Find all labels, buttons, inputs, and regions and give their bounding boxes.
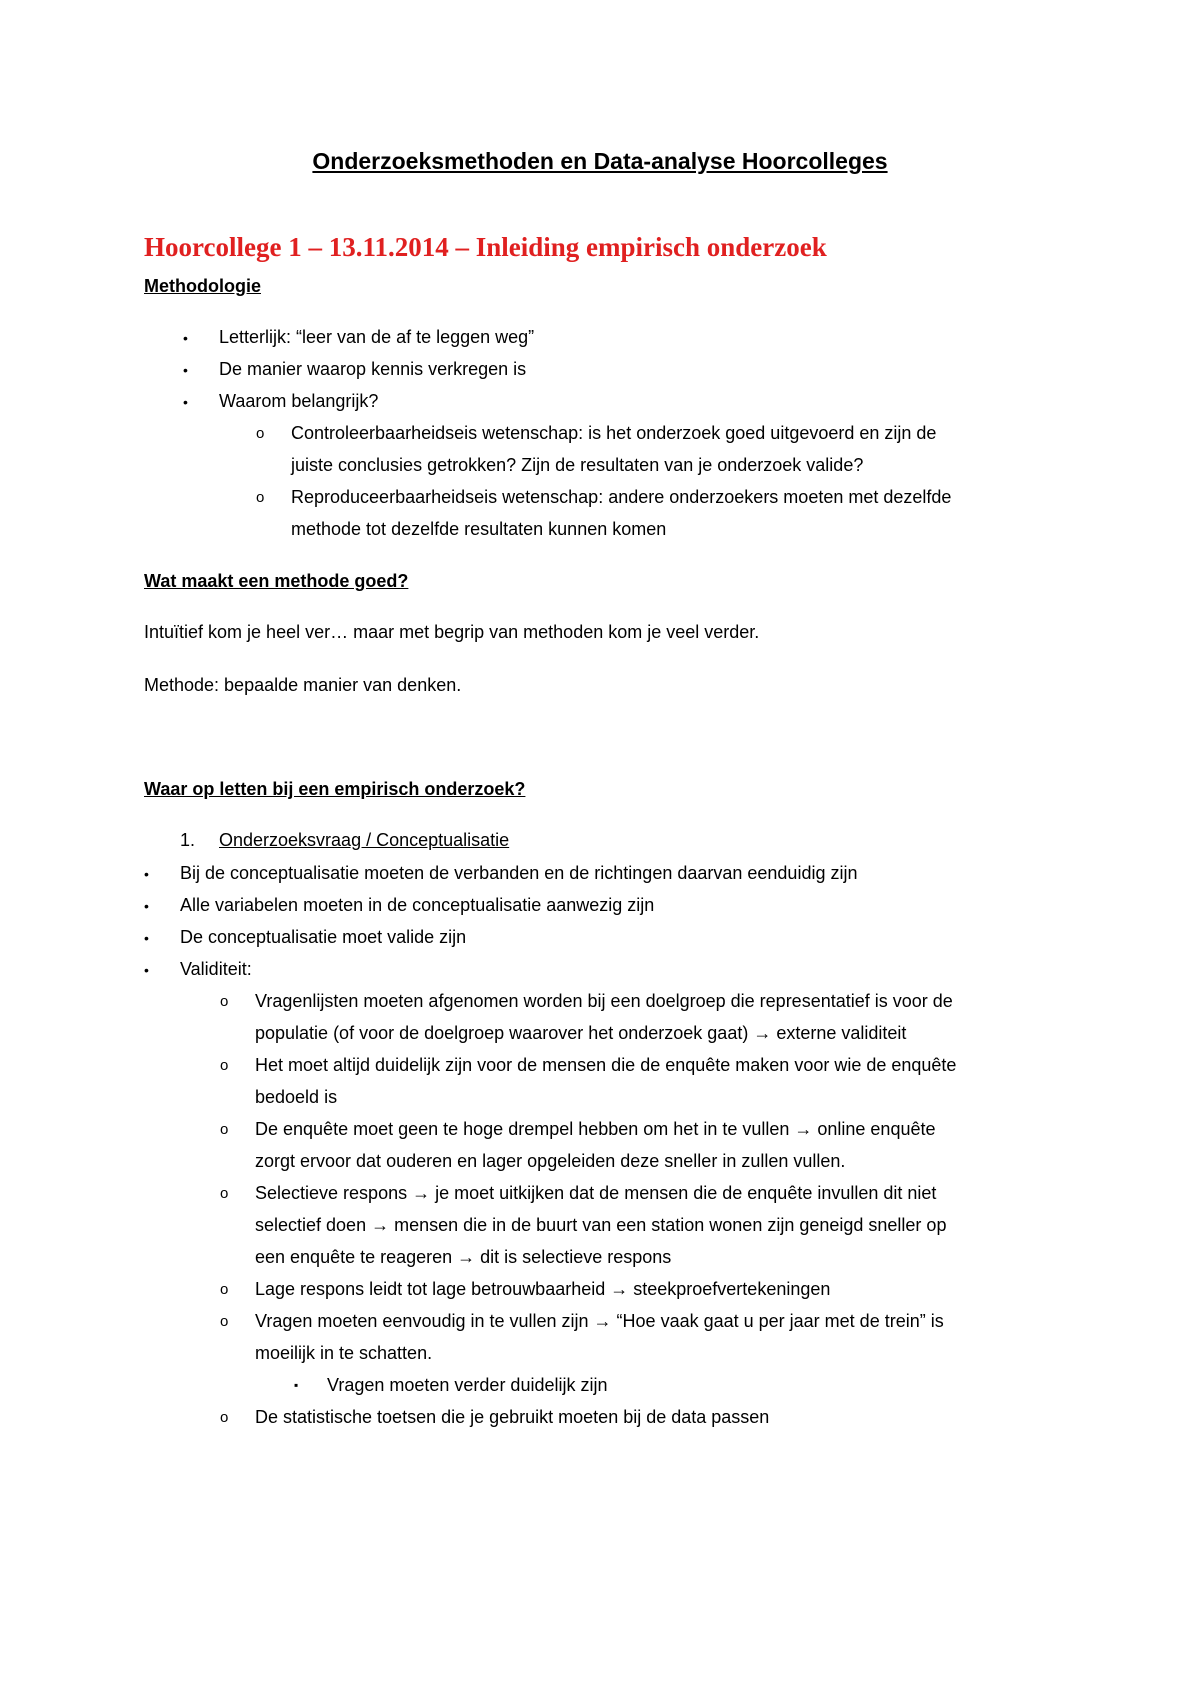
paragraph: Intuïtief kom je heel ver… maar met begrip van methoden kom je veel verder. bbox=[144, 622, 760, 642]
document-title: Onderzoeksmethoden en Data-analyse Hoorcolleges bbox=[312, 148, 888, 174]
list-item: Alle variabelen moeten in de conceptualisatie aanwezig zijn bbox=[180, 895, 655, 915]
paragraph: Methode: bepaalde manier van denken. bbox=[144, 675, 462, 695]
bullet-marker: • bbox=[183, 362, 188, 378]
list-item: Validiteit: bbox=[180, 959, 252, 979]
list-item: De conceptualisatie moet valide zijn bbox=[180, 927, 467, 947]
circle-marker: o bbox=[220, 1185, 229, 1202]
list-item: Reproduceerbaarheidseis wetenschap: andere onderzoekers moeten met dezelfde bbox=[291, 487, 952, 507]
list-item-continued: bedoeld is bbox=[255, 1087, 338, 1107]
list-item: Vragen moeten verder duidelijk zijn bbox=[327, 1375, 608, 1395]
circle-marker: o bbox=[256, 425, 265, 442]
heading-methode-goed: Wat maakt een methode goed? bbox=[144, 571, 409, 591]
circle-marker: o bbox=[220, 1409, 229, 1426]
list-item-continued: selectief doen → mensen die in de buurt van een station wonen zijn geneigd sneller op bbox=[255, 1215, 947, 1235]
list-item: Vragenlijsten moeten afgenomen worden bij een doelgroep die representatief is voor de bbox=[255, 991, 953, 1011]
list-item: Bij de conceptualisatie moeten de verbanden en de richtingen daarvan eenduidig zijn bbox=[180, 863, 858, 883]
list-item: Lage respons leidt tot lage betrouwbaarheid → steekproefvertekeningen bbox=[255, 1279, 831, 1299]
heading-methodologie: Methodologie bbox=[144, 276, 261, 296]
circle-marker: o bbox=[220, 1057, 229, 1074]
list-item: Controleerbaarheidseis wetenschap: is het onderzoek goed uitgevoerd en zijn de bbox=[291, 423, 937, 443]
list-item: Waarom belangrijk? bbox=[219, 391, 379, 411]
list-item: Letterlijk: “leer van de af te leggen weg” bbox=[219, 327, 535, 347]
list-item-continued: een enquête te reageren → dit is selectieve respons bbox=[255, 1247, 672, 1267]
bullet-marker: • bbox=[144, 930, 149, 946]
list-item-continued: juiste conclusies getrokken? Zijn de resultaten van je onderzoek valide? bbox=[291, 455, 864, 475]
heading-empirisch-onderzoek: Waar op letten bij een empirisch onderzoek? bbox=[144, 779, 526, 799]
circle-marker: o bbox=[220, 1313, 229, 1330]
square-marker: ▪ bbox=[294, 1378, 299, 1392]
list-item: De statistische toetsen die je gebruikt moeten bij de data passen bbox=[255, 1407, 770, 1427]
list-item-continued: populatie (of voor de doelgroep waarover het onderzoek gaat) → externe validiteit bbox=[255, 1023, 907, 1043]
circle-marker: o bbox=[220, 1121, 229, 1138]
bullet-marker: • bbox=[183, 394, 188, 410]
list-item-continued: methode tot dezelfde resultaten kunnen komen bbox=[291, 519, 667, 539]
numbered-marker: 1. bbox=[180, 830, 196, 850]
circle-marker: o bbox=[256, 489, 265, 506]
bullet-marker: • bbox=[144, 866, 149, 882]
list-item: Het moet altijd duidelijk zijn voor de mensen die de enquête maken voor wie de enquête bbox=[255, 1055, 957, 1075]
lecture-heading: Hoorcollege 1 – 13.11.2014 – Inleiding empirisch onderzoek bbox=[144, 232, 827, 262]
numbered-item-label: Onderzoeksvraag / Conceptualisatie bbox=[219, 830, 510, 850]
bullet-marker: • bbox=[144, 962, 149, 978]
circle-marker: o bbox=[220, 993, 229, 1010]
circle-marker: o bbox=[220, 1281, 229, 1298]
list-item: De enquête moet geen te hoge drempel hebben om het in te vullen → online enquête bbox=[255, 1119, 936, 1139]
list-item-continued: zorgt ervoor dat ouderen en lager opgeleiden deze sneller in zullen vullen. bbox=[255, 1151, 846, 1171]
bullet-marker: • bbox=[183, 330, 188, 346]
list-item: Vragen moeten eenvoudig in te vullen zijn → “Hoe vaak gaat u per jaar met de trein” is bbox=[255, 1311, 944, 1331]
list-item-continued: moeilijk in te schatten. bbox=[255, 1343, 433, 1363]
list-item: Selectieve respons → je moet uitkijken dat de mensen die de enquête invullen dit niet bbox=[255, 1183, 937, 1203]
list-item: De manier waarop kennis verkregen is bbox=[219, 359, 527, 379]
bullet-marker: • bbox=[144, 898, 149, 914]
